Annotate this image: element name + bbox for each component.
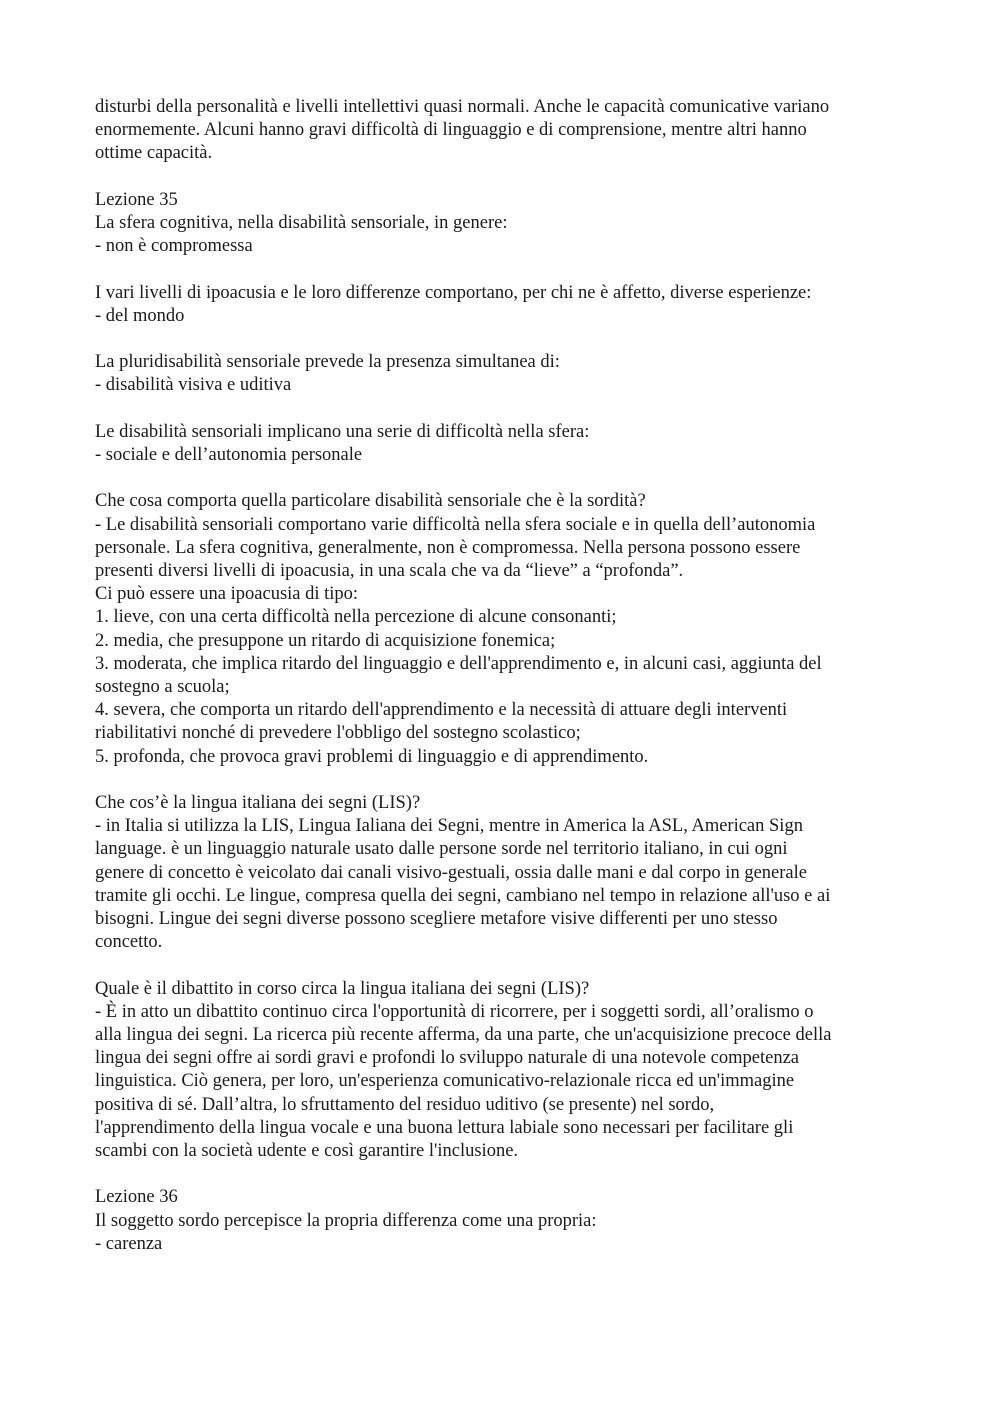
answer-text: lingua dei segni offre ai sordi gravi e profondi lo sviluppo naturale di una notevole competenza [95,1048,799,1069]
document-page [95,96,905,1279]
question-text: La sfera cognitiva, nella disabilità sensoriale, in genere: [95,213,508,233]
answer-text: - sociale e dell’autonomia personale [95,444,363,465]
text-line: disturbi della personalità e livelli intellettivi quasi normali. Anche le capacità comunicative variano [95,97,830,117]
answer-text: l'apprendimento della lingua vocale e una buona lettura labiale sono necessari per facilitare gli [95,1117,794,1138]
paragraph-intro-continuation [95,96,905,166]
lesson-35-question-cognitive-sphere [95,189,905,259]
answer-text: linguistica. Ciò genera, per loro, un'esperienza comunicativo-relazionale ricca ed un'immagine [95,1071,795,1092]
question-text: Che cos’è la lingua italiana dei segni (LIS)? [95,793,421,813]
question-text: La pluridisabilità sensoriale prevede la presenza simultanea di: [95,352,560,373]
list-item: 4. severa, che comporta un ritardo dell'apprendimento e la necessità di attuare degli interventi [95,700,788,721]
question-text: Quale è il dibattito in corso circa la lingua italiana dei segni (LIS)? [95,978,590,999]
question-lis-debate [95,978,905,1164]
lesson-heading: Lezione 36 [95,1187,178,1208]
question-sensory-difficulties [95,421,905,467]
answer-text: Ci può essere una ipoacusia di tipo: [95,584,359,605]
answer-text: alla lingua dei segni. La ricerca più recente afferma, da una parte, che un'acquisizione precoce della [95,1025,832,1046]
answer-text: scambi con la società udente e così garantire l'inclusione. [95,1141,519,1162]
answer-text: genere di concetto è veicolato dai canali visivo-gestuali, ossia dalle mani e dal corpo in generale [95,862,807,883]
question-text: Le disabilità sensoriali implicano una serie di difficoltà nella sfera: [95,421,590,442]
answer-text: - carenza [95,1233,163,1254]
answer-text: presenti diversi livelli di ipoacusia, in una scala che va da “lieve” a “profonda”. [95,560,684,581]
answer-text: language. è un linguaggio naturale usato dalle persone sorde nel territorio italiano, in cui ogni [95,839,788,860]
list-item: 2. media, che presuppone un ritardo di acquisizione fonemica; [95,630,556,651]
answer-text: positiva di sé. Dall’altra, lo sfruttamento del residuo uditivo (se presente) nel sordo, [95,1094,715,1115]
question-text: Il soggetto sordo percepisce la propria differenza come una propria: [95,1210,597,1231]
answer-text: bisogni. Lingue dei segni diverse possono scegliere metafore visive differenti per uno stesso [95,909,778,930]
text-line: ottime capacità. [95,143,213,164]
answer-text: - non è compromessa [95,236,253,257]
answer-text: - disabilità visiva e uditiva [95,375,292,396]
question-lis-definition [95,792,905,954]
question-hearing-loss-levels [95,282,905,328]
answer-text: - del mondo [95,305,185,326]
answer-text: personale. La sfera cognitiva, generalmente, non è compromessa. Nella persona possono essere [95,537,801,558]
question-text: Che cosa comporta quella particolare disabilità sensoriale che è la sordità? [95,491,646,512]
question-deafness [95,490,905,768]
list-item-continuation: sostegno a scuola; [95,677,230,697]
list-item: 3. moderata, che implica ritardo del linguaggio e dell'apprendimento e, in alcuni casi, aggiunta del [95,653,822,674]
answer-text: - È in atto un dibattito continuo circa l'opportunità di ricorrere, per i soggetti sordi, all’oralismo o [95,1001,814,1022]
list-item: 1. lieve, con una certa difficoltà nella percezione di alcune consonanti; [95,607,617,628]
question-multisensory-disability [95,351,905,397]
question-text: I vari livelli di ipoacusia e le loro differenze comportano, per chi ne è affetto, diverse esperienze: [95,282,812,303]
lesson-heading: Lezione 35 [95,189,178,210]
list-item: 5. profonda, che provoca gravi problemi di linguaggio e di apprendimento. [95,746,649,767]
answer-text: - Le disabilità sensoriali comportano varie difficoltà nella sfera sociale e in quella dell’autonomia [95,514,816,535]
list-item-continuation: riabilitativi nonché di prevedere l'obbligo del sostegno scolastico; [95,723,581,744]
answer-text: tramite gli occhi. Le lingue, compresa quella dei segni, cambiano nel tempo in relazione all'uso e ai [95,885,831,906]
answer-text: - in Italia si utilizza la LIS, Lingua Ialiana dei Segni, mentre in America la ASL, American Sign [95,816,803,837]
answer-text: concetto. [95,932,163,953]
lesson-36-question-deaf-perception [95,1186,905,1256]
text-line: enormemente. Alcuni hanno gravi difficoltà di linguaggio e di comprensione, mentre altri hanno [95,120,807,141]
